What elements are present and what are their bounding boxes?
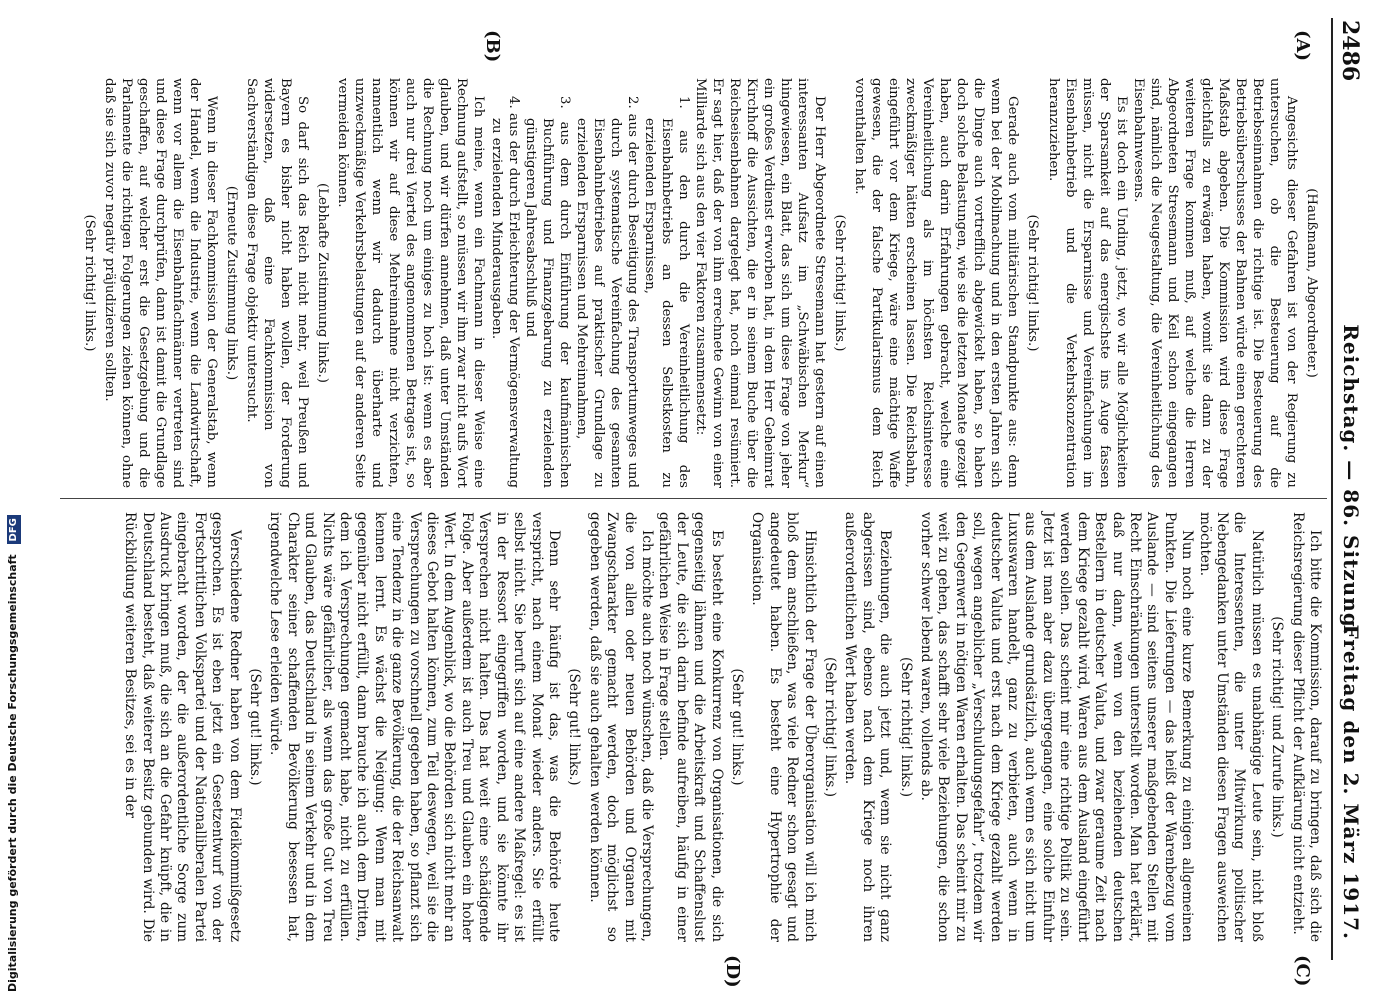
paragraph: Angesichts dieser Gefahren ist von der Regierung zu untersuchen, ob die Besteuerung auf die Betriebseinnahmen die richtige ist. Die Besteuerung des Betriebsüberschusses der Bahnen würde einen gerechteren Maßstab abgeben. Die Kommission wird diese Frage gleichfalls zu erwägen haben, womit sie dann zu der weiteren Frage kommen muß, auf welche die Herren Abgeordneten Stresemann und Keil schon eingegangen sind, nämlich die Neugestaltung, die Vereinheitlichung des Eisenbahnwesens. <box>1130 78 1299 488</box>
paragraph: Beziehungen, die auch jetzt und, wenn sie nicht ganz abgerissen sind, ebenso nach dem Kriege noch ihren außerordentlichen Wert haben werden. <box>842 512 894 942</box>
header-rule <box>1331 18 1333 960</box>
list-item: 1. aus den durch die Vereinheitlichung des Eisenbahnbetriebs an dessen Selbstkosten zu erzielenden Ersparnissen, <box>641 96 691 488</box>
interjection: (Erneute Zustimmung links.) <box>224 185 240 381</box>
paragraph: Natürlich müssen es unabhängige Leute sein, nicht bloß die Interessenten, die unter Mitwirkung politischer Nebengedanken unter Umständen diesen Fragen ausweichen möchten. <box>1196 512 1265 942</box>
paragraph: Nun noch eine kurze Bemerkung zu einigen allgemeinen Punkten. Die Lieferungen — das heißt der Warenbezug vom Auslande — sind seitens unserer maßgebenden Stellen mit Recht Einschränkungen unterstellt worden. Man hat erklärt, daß nur dann, wenn von den beziehenden deutschen Bestellern in deutscher Valuta, und zwar geraume Zeit nach dem Kriege gezahlt wird, Waren aus dem Ausland eingeführt werden sollen. Das scheint mir eine richtige Politik zu sein. Jetzt ist man aber dazu übergegangen, eine solche Einfuhr aus dem Auslande grundsätzlich, auch wenn es sich nicht um Luxuswaren handelt, ganz zu verbieten, auch wenn in deutscher Valuta und erst nach dem Kriege gezahlt werden soll, wegen angeblicher „Verschuldungsgefahr“, trotzdem wir den Gegenwert in nötigen Waren erhalten. Das scheint mir zu weit zu gehen, das schafft sehr viele Beziehungen, die schon vorher schwer lebend waren, vollends ab. <box>918 512 1196 942</box>
credit-text: Digitalisierung gefördert durch die Deutsche Forschungsgemeinschaft <box>6 554 19 992</box>
paragraph: Ich bitte die Kommission, darauf zu bringen, daß sich die Reichsregierung dieser Pflicht der Aufklärung nicht entzieht. <box>1289 512 1323 942</box>
paragraph: Denn sehr häufig ist das, was die Behörde heute verspricht, nach einem Monat wieder anders. Sie erfüllt selbst nicht. Sie beruft sich auf eine andere Maßregel: es ist in der Ressort eingegriffen worden, und sie könnte ihr Versprechen nicht halten. Das hat weit eine schädigende Folge. Aber außerdem ist auch Treu und Glauben ein hoher Wert. In dem Augenblick, wo die Behörden sich nicht mehr an dieses Gebot halten können, zum Teil deswegen, weil sie die Versprechungen zu vorschnell gegeben haben, so pflanzt sich eine Tendenz in die ganze Bevölkerung, die der Reichsanwalt kennen lernt. Es wächst die Neigung: Wenn man mit gegenüber nicht erfüllt, dann brauche ich auch dem Dritten, dem ich Versprechungen gemacht habe, nicht zu erfüllen. Nichts wäre gefährlicher, als wenn das große Gut von Treu und Glauben, das Deutschland in seinem Verkehr und in dem Charakter seiner schaffenden Bevölkerung besessen hat, irgendwelche Lese erleiden würde. <box>267 512 562 942</box>
right-text-column <box>121 512 1323 942</box>
dfg-logo: DFG <box>7 515 21 544</box>
speaker-line: (Haußmann, Abgeordneter.) <box>1304 188 1319 378</box>
list-item: 2. aus der durch Beseitigung des Transportumweges und durch systematische Vereinfachung des gesamten Eisenbahnbetriebes auf praktischer Grundlage zu erzielenden Ersparnissen und Mehreinnahmen, <box>573 96 640 488</box>
interjection: (Sehr richtig! links.) <box>822 656 839 798</box>
interjection: (Sehr gut! links.) <box>247 668 264 786</box>
paragraph: Es ist doch ein Unding, jetzt, wo wir alle Möglichkeiten der Sparsamkeit auf das energischste ins Auge fassen müssen, nicht die Ersparnisse und Vereinfachungen im Eisenbahnbetrieb und die Verkehrskonzentration heranzuziehen. <box>1045 78 1129 488</box>
paragraph: Gerade auch vom militärischen Standpunkte aus: denn wenn bei der Mobilmachung und in den ersten Jahren sich die Dinge auch vortrefflich abgewickelt haben, so haben doch solche Belastungen, wie sie die letzten Monate gezeigt haben, auch darin Erfahrungen gebracht, welche eine Vereinheitlichung als im höchsten Reichsinteresse zweckmäßiger hätten erscheinen lassen. Die Reichsbahn, eingeführt vor dem Kriege, wäre eine mächtige Waffe gewesen, die der falsche Partikularismus dem Reich vorenthalten hat. <box>852 78 1021 488</box>
list-item: 4. aus der durch Erleichterung der Vermögensverwaltung zu erzielenden Minderausgaben. <box>488 96 521 488</box>
interjection: (Sehr richtig! links.) <box>897 656 914 798</box>
paragraph: So darf sich das Reich nicht mehr, weil Preußen und Bayern es bisher nicht haben wollen, der Forderung widersetzen, daß eine Fachkommission von Sachverständigen diese Frage objektiv untersucht. <box>244 78 311 488</box>
margin-mark-d: (D) <box>722 955 743 988</box>
paragraph: Ich meine, wenn ein Fachmann in dieser Weise eine Rechnung aufstellt, so müssen wir ihm zwar nicht aufs Wort glauben, und wir dürfen annehmen, daß unter Umständen die Rechnung noch um einiges zu hoch ist: wenn es aber auch nur drei Viertel des angenommenen Betrages ist, so können wir auf diese Mehreinnahme nicht verzichten, namentlich wenn wir dadurch überharte und unzweckmäßige Verkehrsbelastungen auf der anderen Seite vermeiden können. <box>335 78 487 488</box>
interjection: (Sehr richtig! links.) <box>81 214 97 352</box>
header-date: Freitag den 2. März 1917. <box>1339 624 1363 940</box>
left-text-column <box>78 78 1323 488</box>
interjection: (Sehr gut! links.) <box>729 668 745 786</box>
margin-mark-c: (C) <box>1292 955 1313 987</box>
interjection: (Sehr richtig! links.) <box>832 214 848 352</box>
digitization-credit <box>0 0 26 1000</box>
page-header <box>1335 20 1369 940</box>
header-title: Reichstag. — 86. Sitzung. <box>1339 324 1363 636</box>
interjection: (Sehr richtig! und Zurufe links.) <box>1269 616 1286 838</box>
interjection: (Sehr richtig! links.) <box>1025 214 1041 352</box>
interjection: (Lebhafte Zustimmung links.) <box>315 183 331 383</box>
paragraph: Es besteht eine Konkurrenz von Organisationen, die sich gegenseitig lähmen und die Arbeitskraft und Schaffenslust der Leute, die sich darin befinde aufreiben, häufig in einer gefährlichen Weise in Frage stellen. <box>656 512 725 942</box>
paragraph: Wenn in dieser Fachkommission der Generalstab, wenn der Handel, wenn die Industrie, wenn die Landwirtschaft, wenn vor allem die Eisenbahnfachmänner vertreten sind und diese Frage durchprüfen, dann ist damit die Grundlage geschaffen, auf welcher erst die Gesetzgebung und die Parlamente die richtigen Folgerungen ziehen können, ohne daß sie sich zuvor negativ präjudizieren sollten. <box>101 78 220 488</box>
paragraph: Hinsichtlich der Frage der Überorganisation will ich mich bloß dem anschließen, was viele Redner schon gesagt und angedeutet haben. Es besteht eine Hypertrophie der Organisation. <box>749 512 818 942</box>
interjection: (Sehr gut! links.) <box>566 668 583 786</box>
margin-mark-a: (A) <box>1292 30 1313 61</box>
list-item: 3. aus dem durch Einführung der kaufmännischen Buchführung und Finanzgebarung zu erzielenden günstigeren Jahresabschluß und <box>522 96 572 488</box>
paragraph: Ich möchte auch noch wünschen, daß die Versprechungen, die von allen oder neuen Behörden und Organen mit Zwangscharakter gemacht werden, doch möglichst so gegeben werden, daß sie auch gehalten werden können. <box>586 512 655 942</box>
margin-mark-b: (B) <box>482 30 503 63</box>
column-divider <box>60 498 1327 499</box>
page-number: 2486 <box>1337 20 1363 82</box>
paragraph: Verschiedene Redner haben von dem Fideikommißgesetz gesprochen. Es ist eben jetzt ein Gesetzentwurf von der Fortschrittlichen Volkspartei und der Nationalliberalen Partei eingebracht worden, der die außerordentliche Sorge zum Ausdruck bringen muß, die sich an die Gefahr knüpft, die in Deutschland besteht, daß weiterer Besitz gebunden wird. Die Rückbildung weiteren Besitzes, sei es in der <box>122 512 243 942</box>
paragraph: Der Herr Abgeordnete Stresemann hat gestern auf einen interessanten Aufsatz im „Schwäbischen Merkur“ hingewiesen, ein Blatt, das sich um diese Frage von jeher ein großes Verdienst erworben hat, in dem Herr Geheimrat Kirchhoff die Aussichten, die er in seinem Buche über die Reichseisenbahnen dargelegt hat, noch einmal resümiert. Er sagt hier, daß der von ihm errechnete Gewinn von einer Milliarde sich aus den vier Faktoren zusammensetzt: <box>692 78 828 488</box>
